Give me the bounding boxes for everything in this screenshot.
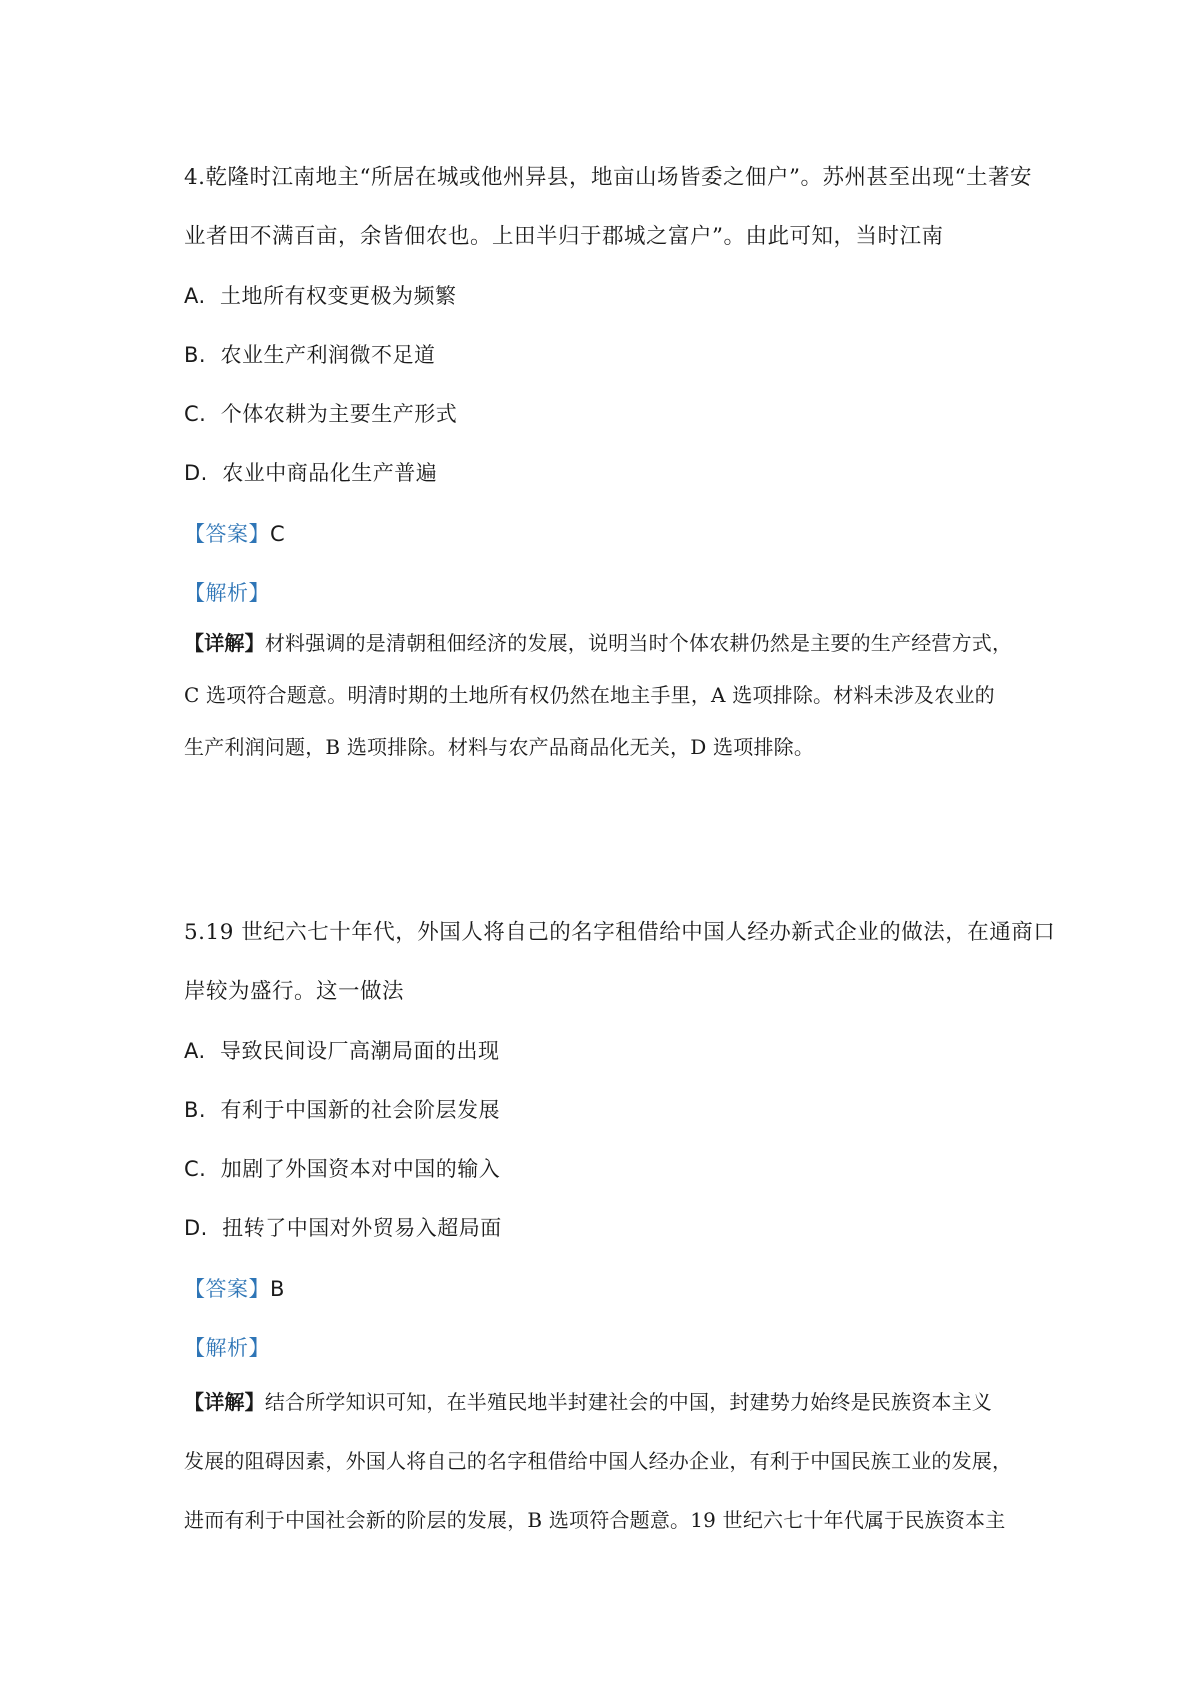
question-5-option-b — [184, 1095, 1040, 1125]
question-4-stem-line-1: 4.乾隆时江南地主“所居在城或他州异县，地亩山场皆委之佃户”。苏州甚至出现“土著安 — [184, 165, 1032, 190]
analysis-tag: 【解析】 — [184, 581, 270, 605]
question-4-analysis-heading — [184, 578, 1040, 608]
question-4-option-b — [184, 340, 1040, 370]
question-5-option-a — [184, 1036, 1040, 1066]
option-text: 导致民间设厂高潮局面的出现 — [220, 1039, 500, 1063]
question-5-detail-line-2: 发展的阻碍因素，外国人将自己的名字租借给中国人经办企业，有利于中国民族工业的发展， — [184, 1449, 1013, 1473]
detail-text: 结合所学知识可知，在半殖民地半封建社会的中国，封建势力始终是民族资本主义 — [264, 1390, 993, 1414]
option-text: 扭转了中国对外贸易入超局面 — [222, 1216, 502, 1240]
answer-value: C — [270, 522, 286, 546]
question-4-stem-line-2: 业者田不满百亩，余皆佃农也。上田半归于郡城之富户”。由此可知，当时江南 — [184, 224, 944, 249]
question-4-option-d — [184, 458, 1040, 488]
option-text: 农业中商品化生产普遍 — [222, 461, 438, 485]
option-letter: C. — [184, 1157, 207, 1181]
detail-text: 材料强调的是清朝租佃经济的发展，说明当时个体农耕仍然是主要的生产经营方式， — [264, 631, 1013, 655]
question-4-detail-line-1 — [184, 628, 1040, 658]
question-4-detail-line-3: 生产利润问题，B 选项排除。材料与农产品商品化无关，D 选项排除。 — [184, 735, 815, 759]
question-5-option-d — [184, 1213, 1040, 1243]
question-4-answer — [184, 519, 1040, 549]
option-text: 个体农耕为主要生产形式 — [220, 402, 458, 426]
question-4-option-c — [184, 399, 1040, 429]
answer-tag: 【答案】 — [184, 1277, 270, 1301]
question-5-stem-line-2: 岸较为盛行。这一做法 — [184, 979, 405, 1004]
option-letter: B. — [184, 343, 207, 367]
option-text: 农业生产利润微不足道 — [220, 343, 436, 367]
option-letter: C. — [184, 402, 207, 426]
question-5-option-c — [184, 1154, 1040, 1184]
option-text: 土地所有权变更极为频繁 — [220, 284, 457, 308]
question-5-answer — [184, 1274, 1040, 1304]
option-letter: A. — [184, 284, 206, 308]
option-letter: B. — [184, 1098, 207, 1122]
answer-tag: 【答案】 — [184, 522, 270, 546]
question-5-detail-line-3: 进而有利于中国社会新的阶层的发展，B 选项符合题意。19 世纪六七十年代属于民族资本主 — [184, 1508, 1006, 1532]
detail-tag: 【详解】 — [184, 1390, 265, 1414]
question-5-stem-line-1: 5.19 世纪六七十年代，外国人将自己的名字租借给中国人经办新式企业的做法，在通商口 — [184, 920, 1056, 945]
answer-value: B — [270, 1277, 285, 1301]
option-letter: D. — [184, 461, 208, 485]
question-4-detail-line-2: C 选项符合题意。明清时期的土地所有权仍然在地主手里，A 选项排除。材料未涉及农业的 — [184, 683, 995, 707]
analysis-tag: 【解析】 — [184, 1336, 270, 1360]
question-5-detail-line-1 — [184, 1387, 1040, 1417]
question-4-option-a — [184, 281, 1040, 311]
option-text: 有利于中国新的社会阶层发展 — [220, 1098, 500, 1122]
option-letter: D. — [184, 1216, 208, 1240]
detail-tag: 【详解】 — [184, 631, 265, 655]
question-5-analysis-heading — [184, 1333, 1040, 1363]
option-text: 加剧了外国资本对中国的输入 — [220, 1157, 501, 1181]
option-letter: A. — [184, 1039, 206, 1063]
